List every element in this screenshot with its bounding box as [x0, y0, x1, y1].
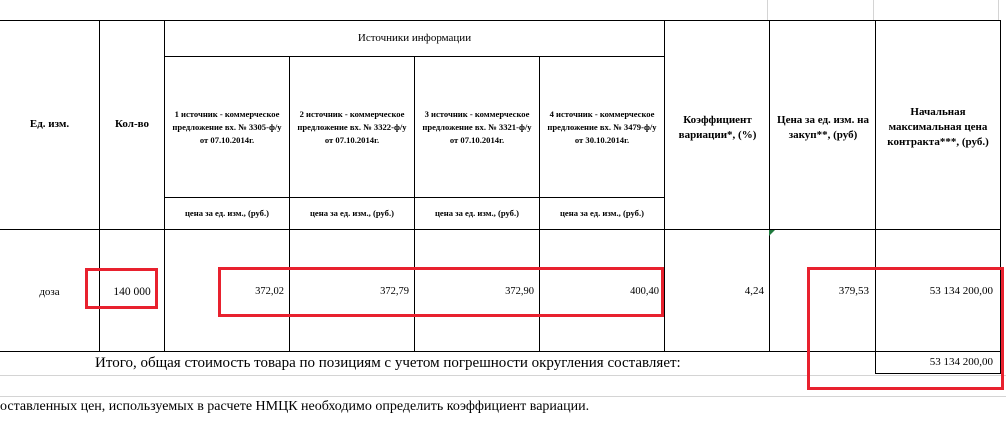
row-price-4[interactable]: 400,40 — [630, 286, 659, 297]
header-price-unit-4: цена за ед. изм., (руб.) — [559, 208, 644, 218]
header-source-3: 3 источник - коммерческое предложение вх. № 3321-ф/у от 07.10.2014г. — [422, 109, 532, 145]
row-price-3[interactable]: 372,90 — [505, 286, 534, 297]
row-coef[interactable]: 4,24 — [744, 285, 764, 297]
header-source-2: 2 источник - коммерческое предложение вх. № 3322-ф/у от 07.10.2014г. — [297, 109, 407, 145]
row-qty[interactable]: 140 000 — [113, 286, 151, 298]
highlight-prices — [218, 267, 664, 317]
header-price-unit-1: цена за ед. изм., (руб.) — [184, 208, 269, 218]
header-price-purchase: Цена за ед. изм. на закуп**, (руб) — [777, 113, 869, 141]
row-price-purchase[interactable]: 379,53 — [838, 285, 869, 297]
footnote: оставленных цен, используемых в расчете НМЦК необходимо определить коэффициент вариации. — [0, 399, 590, 414]
header-price-unit-2: цена за ед. изм., (руб.) — [309, 208, 394, 218]
header-unit: Ед. изм. — [29, 118, 70, 130]
header-sources-title: Источники информации — [357, 32, 472, 44]
highlight-qty — [85, 268, 158, 309]
cell-comment-marker — [769, 230, 775, 236]
row-unit[interactable]: доза — [39, 286, 60, 298]
header-source-4: 4 источник - коммерческое предложение вх. № 3479-ф/у от 30.10.2014г. — [547, 109, 657, 145]
header-coef: Коэффициент вариации*, (%) — [678, 113, 757, 141]
header-nmck: Начальная максимальная цена контракта***, (руб.) — [887, 106, 989, 148]
row-price-2[interactable]: 372,79 — [380, 286, 409, 297]
total-label: Итого, общая стоимость товара по позициям с учетом погрешности округления составляет: — [95, 354, 681, 371]
highlight-totals — [807, 267, 1004, 390]
row-price-1[interactable]: 372,02 — [255, 286, 284, 297]
header-qty: Кол-во — [115, 118, 149, 130]
header-price-unit-3: цена за ед. изм., (руб.) — [434, 208, 519, 218]
row-nmck[interactable]: 53 134 200,00 — [929, 285, 993, 297]
total-value[interactable]: 53 134 200,00 — [929, 356, 993, 368]
header-source-1: 1 источник - коммерческое предложение вх. № 3305-ф/у от 07.10.2014г. — [172, 109, 282, 145]
